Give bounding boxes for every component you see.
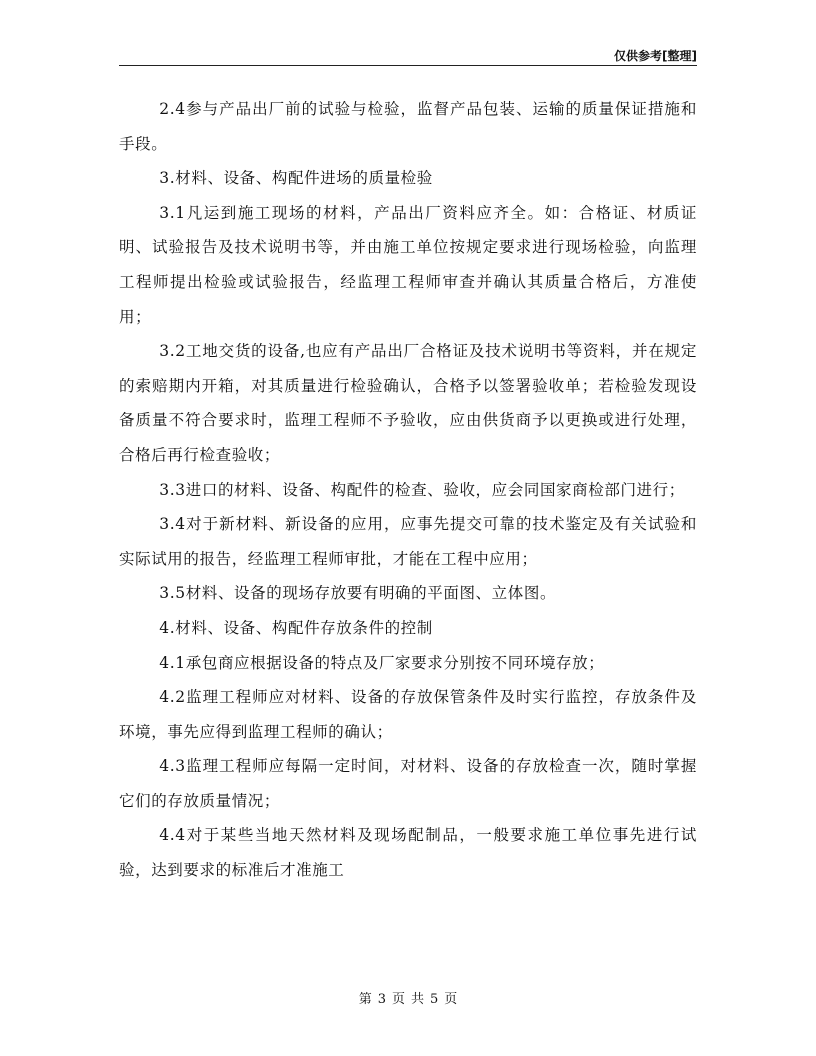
- paragraph-3-4: 3.4对于新材料、新设备的应用，应事先提交可靠的技术鉴定及有关试验和实际试用的报告，经监理工程师审批，才能在工程中应用；: [119, 515, 697, 568]
- page-footer: [0, 988, 816, 1007]
- footer-suffix: 页: [444, 992, 458, 1007]
- section-heading-3: 3.材料、设备、构配件进场的质量检验: [159, 169, 433, 188]
- paragraph-4-3: 4.3监理工程师应每隔一定时间，对材料、设备的存放检查一次，随时掌握它们的存放质量情况；: [119, 757, 697, 810]
- footer-total-label: 共: [411, 992, 425, 1007]
- footer-page-label: 页: [391, 992, 405, 1007]
- paragraph-4-1: 4.1承包商应根据设备的特点及厂家要求分别按不同环境存放；: [159, 653, 605, 672]
- document-body: [119, 92, 697, 888]
- section-heading-4: 4.材料、设备、构配件存放条件的控制: [159, 618, 433, 637]
- paragraph-3-2: 3.2工地交货的设备,也应有产品出厂合格证及技术说明书等资料，并在规定的索赔期内开箱，对其质量进行检验确认，合格予以签署验收单；若检验发现设备质量不符合要求时，监理工程师不予验收，应由供货商予以更换或进行处理，合格后再行检查验收；: [119, 342, 697, 464]
- header-divider: [119, 65, 697, 66]
- paragraph-3-3: 3.3进口的材料、设备、构配件的检查、验收，应会同国家商检部门进行；: [159, 480, 685, 499]
- header-note: 仅供参考[整理]: [614, 49, 697, 63]
- paragraph-3-5: 3.5材料、设备的现场存放要有明确的平面图、立体图。: [159, 584, 557, 603]
- paragraph-4-2: 4.2监理工程师应对材料、设备的存放保管条件及时实行监控，存放条件及环境，事先应得到监理工程师的确认；: [119, 688, 697, 741]
- paragraph-4-4: 4.4对于某些当地天然材料及现场配制品，一般要求施工单位事先进行试验，达到要求的标准后才准施工: [119, 826, 697, 880]
- footer-current-page: 3: [377, 992, 386, 1007]
- footer-total-pages: 5: [430, 992, 439, 1007]
- paragraph-3-1: 3.1凡运到施工现场的材料，产品出厂资料应齐全。如：合格证、材质证明、试验报告及技术说明书等，并由施工单位按规定要求进行现场检验，向监理工程师提出检验或试验报告，经监理工程师审查并确认其质量合格后，方准使用；: [119, 203, 697, 326]
- footer-prefix: 第: [358, 992, 372, 1007]
- paragraph-2-4: 2.4参与产品出厂前的试验与检验，监督产品包装、运输的质量保证措施和手段。: [119, 100, 697, 153]
